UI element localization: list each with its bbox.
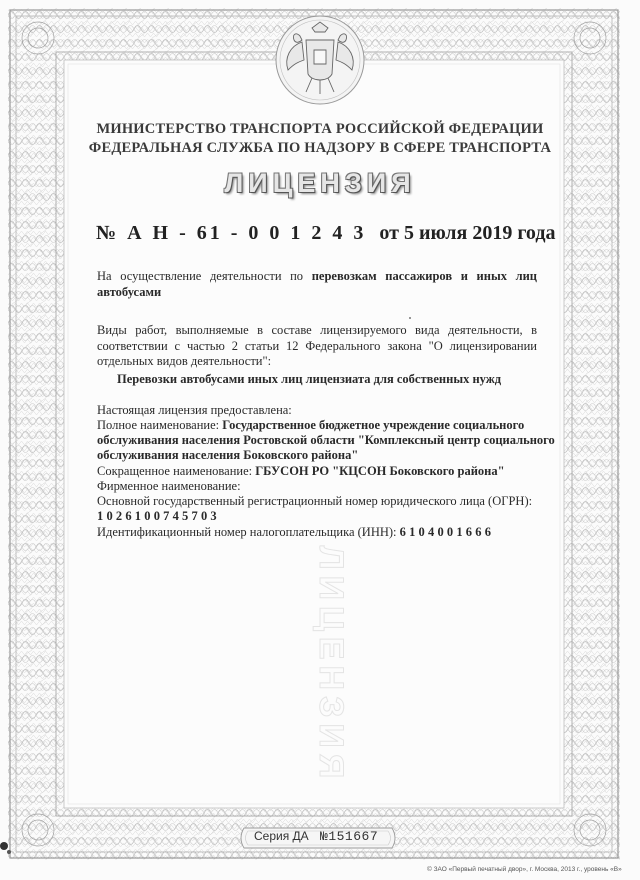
ogrn-value: 1026100745703 — [97, 509, 220, 523]
license-number: № А Н - 61 - 0 0 1 2 4 3 — [96, 222, 367, 244]
inn-label: Идентификационный номер налогоплательщика (ИНН): — [97, 525, 397, 539]
brand-name-label: Фирменное наименование: — [97, 479, 241, 493]
ogrn-label: Основной государственный регистрационный номер юридического лица (ОГРН): — [97, 494, 533, 508]
short-name-value: ГБУСОН РО "КЦСОН Боковского района" — [255, 464, 505, 478]
short-name-label: Сокращенное наименование: — [97, 464, 253, 478]
watermark-text: ЛИЦЕНЗИЯ — [312, 545, 350, 785]
document-title: ЛИЦЕНЗИЯ — [224, 168, 416, 198]
printer-imprint: © ЗАО «Первый печатный двор», г. Москва, 2013 г., уровень «В» — [427, 866, 622, 873]
activity-type: перевозкам пассажиров и иных лиц автобусами — [97, 269, 538, 299]
inn-value: 6104001666 — [399, 525, 495, 539]
ministry-name: МИНИСТЕРСТВО ТРАНСПОРТА РОССИЙСКОЙ ФЕДЕРАЦИИ — [96, 121, 544, 137]
full-name-line2: обслуживания населения Ростовской области "Комплексный центр социального — [97, 433, 555, 447]
work-kinds-paragraph: Виды работ, выполняемые в составе лицензируемого вида деятельности, в соответствии с частью 2 статьи 12 Федерального закона "О лицензировании отдельных видов деятельности": — [97, 323, 537, 368]
full-name-line3: обслуживания населения Боковского района" — [97, 448, 359, 462]
license-date: от 5 июля 2019 года — [379, 222, 556, 244]
full-name-label: Полное наименование: — [97, 418, 220, 432]
work-kind-item: Перевозки автобусами иных лиц лицензиата для собственных нужд — [117, 372, 502, 386]
licensee-intro: Настоящая лицензия предоставлена: — [97, 403, 292, 417]
activity-prefix: На осуществление деятельности по — [97, 269, 304, 283]
full-name-part1: Государственное бюджетное учреждение социального — [222, 418, 525, 432]
series-number: №151667 — [320, 829, 379, 844]
agency-name: ФЕДЕРАЛЬНАЯ СЛУЖБА ПО НАДЗОРУ В СФЕРЕ ТРАНСПОРТА — [88, 140, 552, 156]
series-label: Серия ДА — [254, 829, 309, 843]
